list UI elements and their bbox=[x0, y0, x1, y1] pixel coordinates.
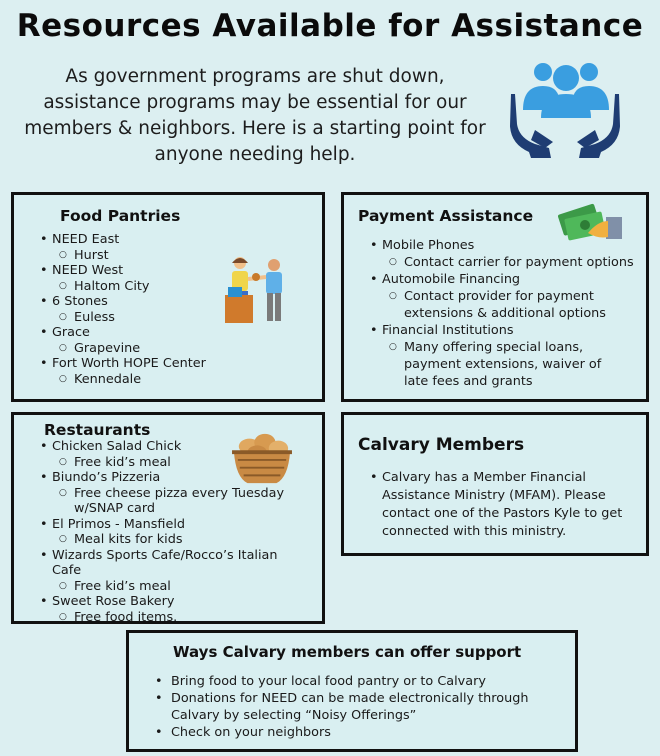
list-item: • Grace bbox=[14, 325, 244, 341]
list-item: • Financial Institutions bbox=[344, 322, 644, 339]
list-item: • Wizards Sports Cafe/Rocco’s Italian Cafe bbox=[14, 548, 304, 579]
list-item: • Check on your neighbors bbox=[129, 724, 569, 741]
community-hands-icon bbox=[505, 58, 625, 168]
list-subitem: ○ Free cheese pizza every Tuesday w/SNAP card bbox=[14, 486, 304, 517]
list-item: • Donations for NEED can be made electronically through Calvary by selecting “Noisy Offerings” bbox=[129, 690, 569, 724]
list-item: • Calvary has a Member Financial Assistance Ministry (MFAM). Please contact one of the Pastors Kyle to get connected with this ministry. bbox=[344, 469, 644, 541]
list-item: • NEED West bbox=[14, 263, 244, 279]
ways-support-list bbox=[129, 673, 569, 741]
list-item: • 6 Stones bbox=[14, 294, 244, 310]
list-item: • Fort Worth HOPE Center bbox=[14, 356, 244, 372]
list-item: • Bring food to your local food pantry or to Calvary bbox=[129, 673, 569, 690]
ways-support-heading: Ways Calvary members can offer support bbox=[173, 643, 522, 661]
list-subitem: ○ Contact provider for payment extensions & additional options bbox=[344, 288, 644, 322]
bread-basket-icon bbox=[228, 429, 296, 487]
restaurants-panel bbox=[11, 412, 325, 624]
list-subitem: ○ Meal kits for kids bbox=[14, 532, 304, 548]
ways-support-panel bbox=[126, 630, 578, 752]
food-pantries-list bbox=[14, 232, 244, 387]
calvary-members-list bbox=[344, 469, 644, 541]
intro-text: As government programs are shut down, assistance programs may be essential for our members & neighbors. Here is a starting point for anyone needing help. bbox=[24, 66, 486, 165]
list-subitem: ○ Free kid’s meal bbox=[14, 455, 304, 471]
list-subitem: ○ Contact carrier for payment options bbox=[344, 254, 644, 271]
food-donation-icon bbox=[222, 255, 292, 325]
list-subitem: ○ Haltom City bbox=[14, 279, 244, 295]
calvary-members-heading: Calvary Members bbox=[358, 435, 525, 455]
list-item: • El Primos - Mansfield bbox=[14, 517, 304, 533]
calvary-members-panel bbox=[341, 412, 649, 556]
payment-assistance-panel bbox=[341, 192, 649, 402]
list-item: • Biundo’s Pizzeria bbox=[14, 470, 304, 486]
list-item: • Chicken Salad Chick bbox=[14, 439, 304, 455]
list-subitem: ○ Grapevine bbox=[14, 341, 244, 357]
payment-assistance-heading: Payment Assistance bbox=[358, 207, 534, 225]
list-subitem: ○ Euless bbox=[14, 310, 244, 326]
list-subitem: ○ Hurst bbox=[14, 248, 244, 264]
list-item: • Automobile Financing bbox=[344, 271, 644, 288]
list-subitem: ○ Kennedale bbox=[14, 372, 244, 388]
food-pantries-panel bbox=[11, 192, 325, 402]
list-subitem: ○ Many offering special loans, payment extensions, waiver of late fees and grants bbox=[344, 339, 644, 390]
list-item: • Sweet Rose Bakery bbox=[14, 594, 304, 610]
list-subitem: ○ Free food items. bbox=[14, 610, 304, 626]
list-item: • Mobile Phones bbox=[344, 237, 644, 254]
payment-assistance-list bbox=[344, 237, 644, 390]
food-pantries-heading: Food Pantries bbox=[60, 207, 181, 225]
list-subitem: ○ Free kid’s meal bbox=[14, 579, 304, 595]
list-item: • NEED East bbox=[14, 232, 244, 248]
restaurants-heading: Restaurants bbox=[44, 421, 151, 439]
page-title: Resources Available for Assistance bbox=[16, 8, 644, 44]
